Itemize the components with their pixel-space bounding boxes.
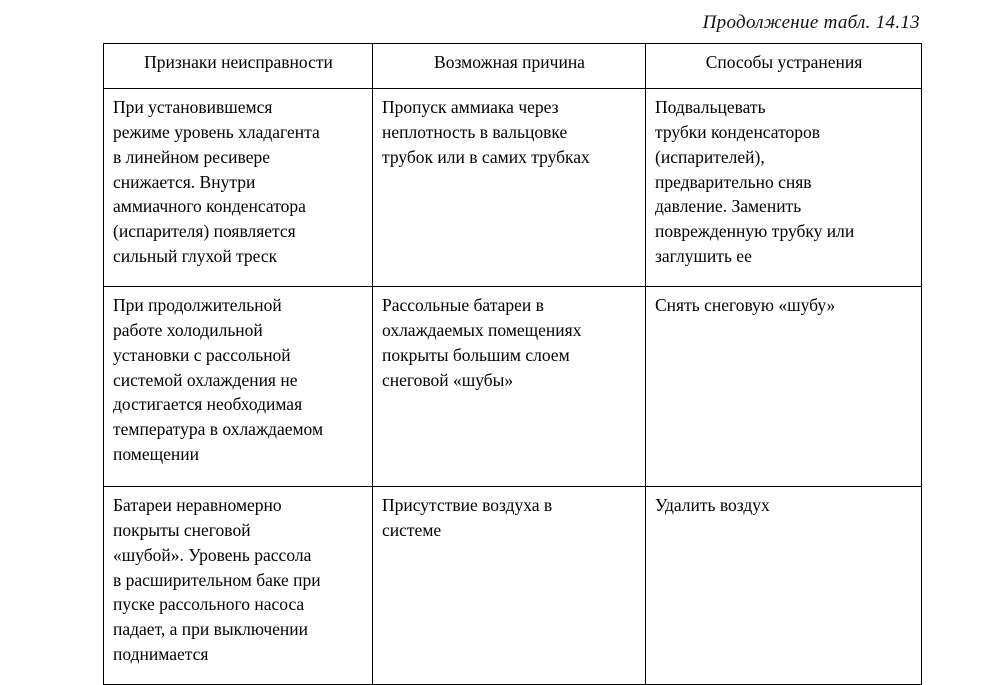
cell-text-line: Батареи неравномерно [113, 495, 282, 515]
cell-text-line: в линейном ресивере [113, 146, 270, 167]
cell-symptom [104, 287, 373, 487]
cell-text-line: аммиачного конденсатора [113, 196, 306, 217]
cell-text [113, 493, 364, 667]
cell-remedy [646, 287, 922, 487]
cell-text-line: достигается необходимая [113, 394, 303, 415]
table-row [104, 89, 922, 287]
cell-text-line: предварительно сняв [655, 171, 812, 192]
cell-text-line: системе [382, 519, 442, 540]
column-header-symptom: Признаки неисправности [104, 44, 373, 89]
cell-text-line: Присутствие воздуха в [382, 495, 553, 515]
cell-cause [373, 89, 646, 287]
cell-text-line: сильный глухой треск [113, 246, 278, 267]
cell-text-line: трубки конденсаторов [655, 121, 821, 142]
cell-text-line: снижается. Внутри [113, 171, 256, 192]
cell-text-line: заглушить ее [655, 246, 752, 267]
cell-text-line: давление. Заменить [655, 196, 802, 217]
cell-symptom [104, 487, 373, 685]
cell-text [382, 95, 637, 170]
cell-text-line: (испарителя) появляется [113, 221, 296, 242]
column-header-remedy: Способы устранения [646, 44, 922, 89]
cell-text-line: При установившемся [113, 97, 273, 117]
cell-remedy [646, 487, 922, 685]
cell-cause [373, 487, 646, 685]
cell-text-line: Рассольные батареи в [382, 295, 544, 315]
table-continuation-caption: Продолжение табл. 14.13 [702, 12, 920, 33]
cell-text-line: пуске рассольного насоса [113, 594, 305, 615]
cell-text-line: работе холодильной [113, 319, 263, 340]
troubleshooting-table [103, 43, 922, 685]
cell-text-line: снеговой «шубы» [382, 369, 514, 390]
cell-text [382, 293, 637, 392]
cell-remedy [646, 89, 922, 287]
cell-text-line: Снять снеговую «шубу» [655, 295, 836, 315]
table-row [104, 287, 922, 487]
cell-cause [373, 287, 646, 487]
cell-text-line: (испарителей), [655, 146, 765, 167]
cell-text [655, 95, 913, 269]
cell-text-line: Подвальцевать [655, 97, 766, 117]
cell-text-line: режиме уровень хладагента [113, 121, 320, 142]
table-row [104, 487, 922, 685]
cell-text-line: трубок или в самих трубках [382, 146, 590, 167]
cell-text [113, 95, 364, 269]
cell-text-line: покрыты снеговой [113, 519, 251, 540]
cell-text-line: «шубой». Уровень рассола [113, 544, 312, 565]
cell-text-line: в расширительном баке при [113, 569, 321, 590]
cell-text-line: помещении [113, 444, 199, 465]
cell-text-line: охлаждаемых помещениях [382, 319, 582, 340]
column-header-cause: Возможная причина [373, 44, 646, 89]
cell-text [113, 293, 364, 467]
cell-text-line: покрыты большим слоем [382, 344, 570, 365]
table-header-row [104, 44, 922, 89]
cell-text-line: Пропуск аммиака через [382, 97, 559, 117]
cell-text-line: установки с рассольной [113, 344, 291, 365]
cell-text-line: температура в охлаждаемом [113, 419, 324, 440]
cell-text-line: При продолжительной [113, 295, 282, 315]
cell-text [382, 493, 637, 543]
cell-text-line: Удалить воздух [655, 495, 770, 515]
cell-text-line: поврежденную трубку или [655, 221, 855, 242]
table-container [103, 43, 921, 665]
cell-text-line: системой охлаждения не [113, 369, 298, 390]
cell-text [655, 493, 913, 518]
cell-text [655, 293, 913, 318]
cell-text-line: падает, а при выключении [113, 619, 308, 640]
cell-symptom [104, 89, 373, 287]
cell-text-line: неплотность в вальцовке [382, 121, 568, 142]
cell-text-line: поднимается [113, 644, 209, 665]
